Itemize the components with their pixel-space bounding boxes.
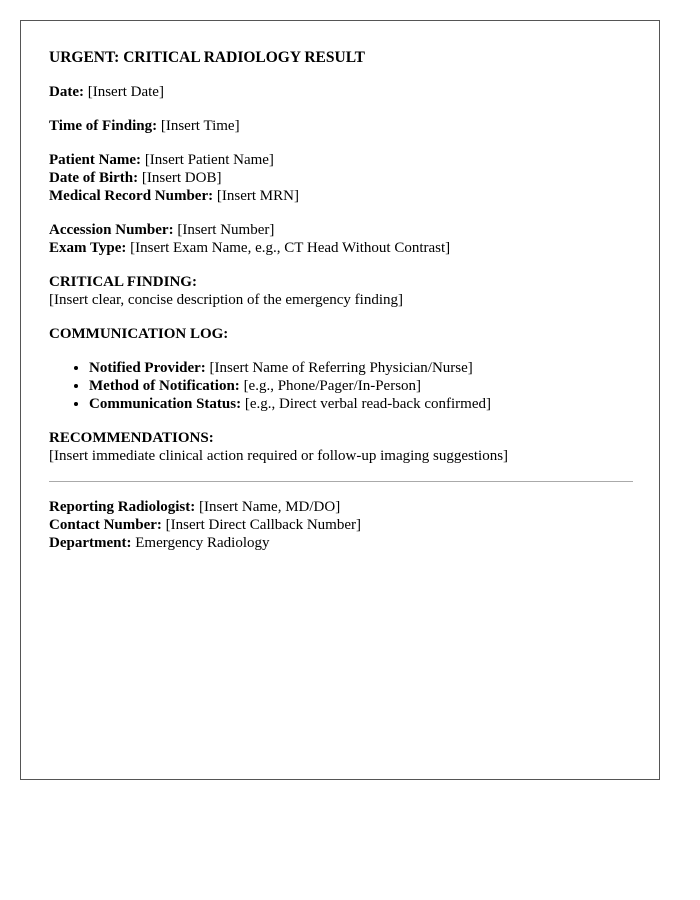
date-line [49, 83, 633, 101]
notified-provider-value: [Insert Name of Referring Physician/Nurse] [209, 360, 473, 376]
exam-type-label: Exam Type: [49, 240, 127, 256]
contact-value: [Insert Direct Callback Number] [165, 517, 361, 533]
document-title: URGENT: CRITICAL RADIOLOGY RESULT [49, 49, 365, 66]
communication-log-heading: COMMUNICATION LOG: [49, 326, 229, 342]
radiologist-value: [Insert Name, MD/DO] [199, 499, 341, 515]
dob-label: Date of Birth: [49, 170, 139, 186]
communication-log-section [49, 325, 633, 413]
critical-finding-text: [Insert clear, concise description of the emergency finding] [49, 292, 403, 308]
mrn-value: [Insert MRN] [216, 188, 299, 204]
critical-finding-section [49, 273, 633, 309]
radiologist-line [49, 498, 633, 516]
date-label: Date: [49, 84, 84, 100]
document-content [49, 49, 633, 552]
notification-method-label: Method of Notification: [89, 378, 240, 394]
time-line [49, 117, 633, 135]
contact-label: Contact Number: [49, 517, 162, 533]
list-item [89, 395, 633, 413]
notified-provider-label: Notified Provider: [89, 360, 206, 376]
department-label: Department: [49, 535, 132, 551]
patient-name-value: [Insert Patient Name] [144, 152, 274, 168]
dob-line [49, 169, 633, 187]
contact-line [49, 516, 633, 534]
communication-status-value: [e.g., Direct verbal read-back confirmed] [244, 396, 491, 412]
accession-line [49, 221, 633, 239]
time-label: Time of Finding: [49, 118, 158, 134]
recommendations-section [49, 429, 633, 465]
dob-value: [Insert DOB] [141, 170, 222, 186]
recommendations-text: [Insert immediate clinical action required or follow-up imaging suggestions] [49, 448, 509, 464]
section-divider [49, 481, 633, 482]
mrn-label: Medical Record Number: [49, 188, 214, 204]
mrn-line [49, 187, 633, 205]
radiologist-label: Reporting Radiologist: [49, 499, 196, 515]
recommendations-heading: RECOMMENDATIONS: [49, 430, 214, 446]
patient-name-label: Patient Name: [49, 152, 142, 168]
list-item [89, 359, 633, 377]
patient-name-line [49, 151, 633, 169]
document-page [20, 20, 660, 780]
exam-type-value: [Insert Exam Name, e.g., CT Head Without Contrast] [130, 240, 451, 256]
communication-log-list [49, 359, 633, 413]
patient-section [49, 151, 633, 205]
time-value: [Insert Time] [160, 118, 240, 134]
notification-method-value: [e.g., Phone/Pager/In-Person] [243, 378, 422, 394]
accession-value: [Insert Number] [177, 222, 275, 238]
exam-type-line [49, 239, 633, 257]
communication-status-label: Communication Status: [89, 396, 242, 412]
department-value: Emergency Radiology [135, 535, 270, 551]
exam-section [49, 221, 633, 257]
date-section [49, 83, 633, 101]
date-value: [Insert Date] [87, 84, 164, 100]
department-line [49, 534, 633, 552]
list-item [89, 377, 633, 395]
critical-finding-heading: CRITICAL FINDING: [49, 274, 197, 290]
time-section [49, 117, 633, 135]
signature-section [49, 498, 633, 552]
accession-label: Accession Number: [49, 222, 174, 238]
